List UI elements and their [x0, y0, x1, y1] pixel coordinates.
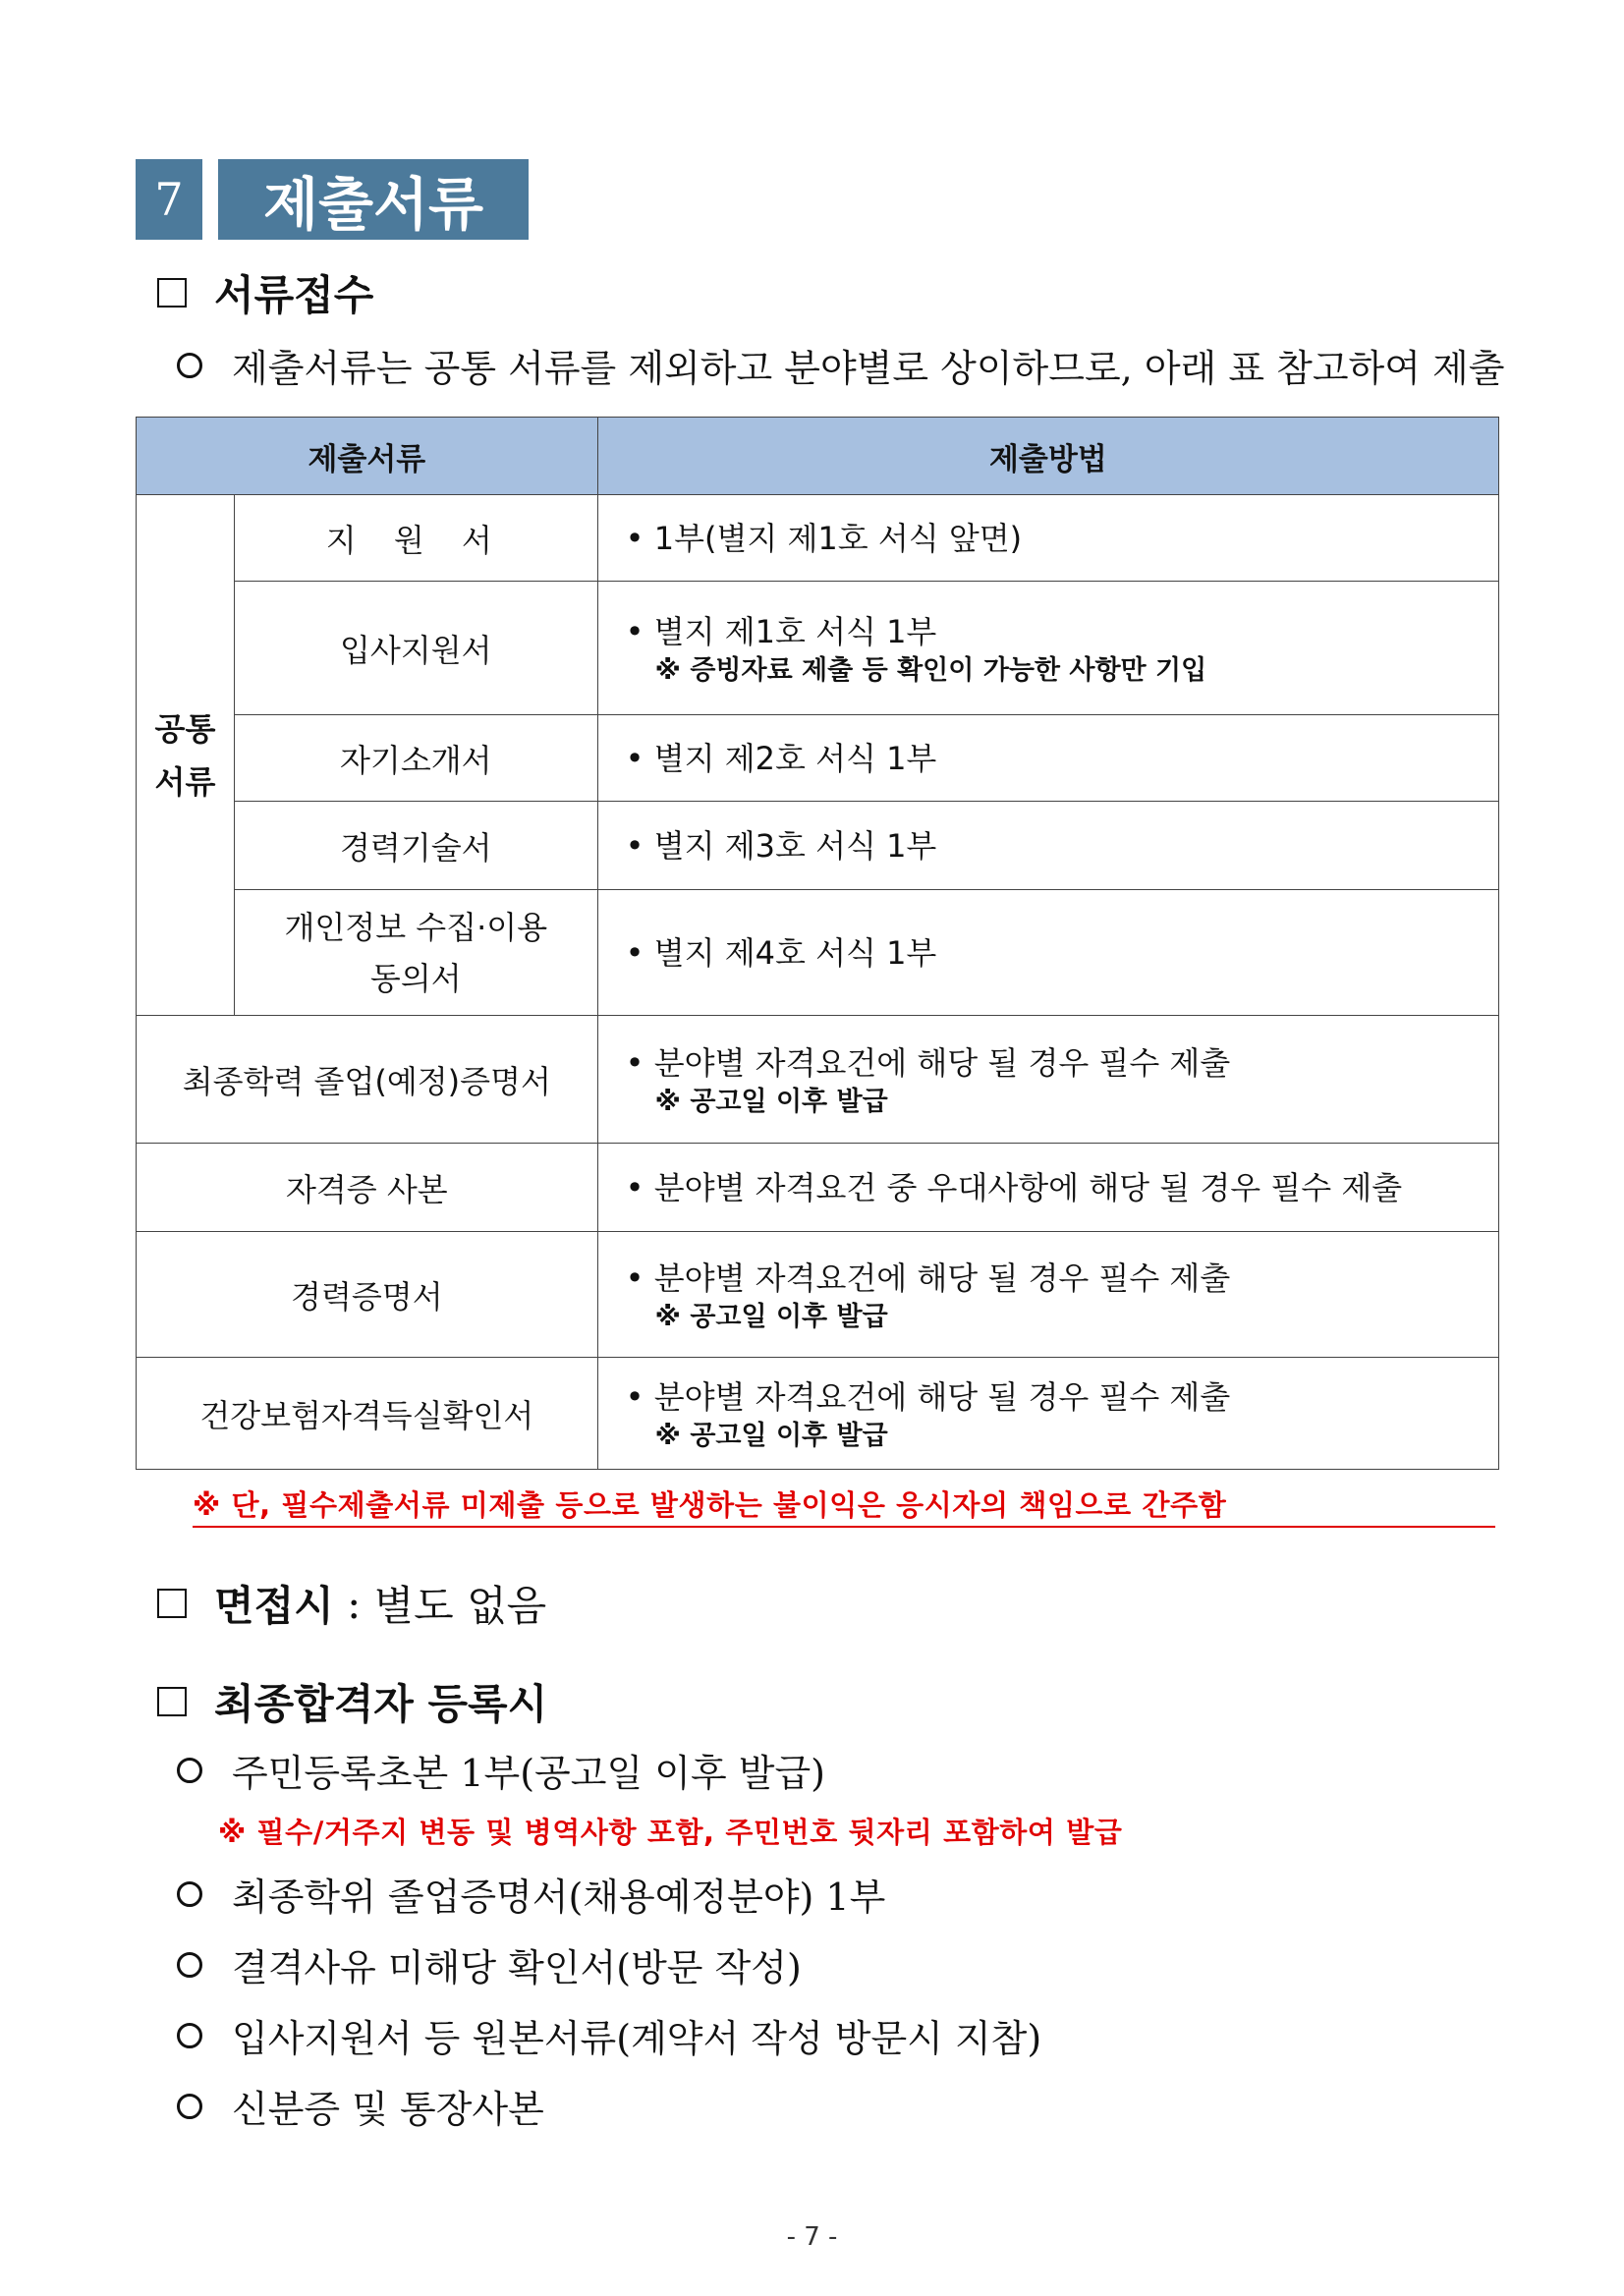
doc-cell: 자기소개서 [234, 715, 597, 802]
table-row [137, 582, 1499, 715]
method-cell: • 별지 제2호 서식 1부 [597, 715, 1498, 802]
method-note: ※ 공고일 이후 발급 [654, 1301, 888, 1332]
table-header-row [137, 418, 1499, 495]
method-cell: • 1부(별지 제1호 서식 앞면) [597, 495, 1498, 582]
section-title: 제출서류 [218, 159, 529, 240]
table-row [137, 1016, 1499, 1144]
method-note: ※ 공고일 이후 발급 [654, 1086, 888, 1117]
doc-cell: 자격증 사본 [137, 1144, 598, 1232]
doc-cell: 최종학력 졸업(예정)증명서 [137, 1016, 598, 1144]
section-number: 7 [136, 159, 202, 240]
documents-table [136, 417, 1499, 1470]
checkbox-square-icon [157, 1589, 187, 1618]
method-cell: • 분야별 자격요건 중 우대사항에 해당 될 경우 필수 제출 [597, 1144, 1498, 1232]
common-category-cell: 공통 서류 [137, 495, 235, 1016]
circle-bullet-icon [177, 2094, 202, 2119]
heading-receipt: 서류접수 [157, 263, 373, 322]
method-cell: • 분야별 자격요건에 해당 될 경우 필수 제출 ※ 공고일 이후 발급 [597, 1016, 1498, 1144]
warning-note: ※ 단, 필수제출서류 미제출 등으로 발생하는 불이익은 응시자의 책임으로 간주함 [193, 1484, 1495, 1528]
doc-cell: 경력증명서 [137, 1232, 598, 1358]
method-note: ※ 공고일 이후 발급 [654, 1420, 888, 1451]
final-note: ※ 필수/거주지 변동 및 병역사항 포함, 주민번호 뒷자리 포함하여 발급 [218, 1816, 1123, 1849]
circle-bullet-icon [177, 1881, 202, 1907]
intro-text: 제출서류는 공통 서류를 제외하고 분야별로 상이하므로, 아래 표 참고하여 제출 [232, 347, 1505, 390]
final-item: 최종학위 졸업증명서(채용예정분야) 1부 [177, 1867, 885, 1921]
method-cell: • 분야별 자격요건에 해당 될 경우 필수 제출 ※ 공고일 이후 발급 [597, 1232, 1498, 1358]
final-item: 결격사유 미해당 확인서(방문 작성) [177, 1937, 802, 1991]
doc-cell: 개인정보 수집·이용 동의서 [234, 890, 597, 1016]
method-cell: • 별지 제1호 서식 1부 ※ 증빙자료 제출 등 확인이 가능한 사항만 기입 [597, 582, 1498, 715]
circle-bullet-icon [177, 1952, 202, 1978]
page-number: - 7 - [786, 2222, 838, 2252]
table-row [137, 715, 1499, 802]
doc-cell: 입사지원서 [234, 582, 597, 715]
method-cell: • 분야별 자격요건에 해당 될 경우 필수 제출 ※ 공고일 이후 발급 [597, 1358, 1498, 1470]
table-row [137, 1232, 1499, 1358]
circle-bullet-icon [177, 1758, 202, 1783]
heading-final: 최종합격자 등록시 [157, 1672, 547, 1731]
final-item: 입사지원서 등 원본서류(계약서 작성 방문시 지참) [177, 2008, 1041, 2062]
table-row [137, 802, 1499, 890]
checkbox-square-icon [157, 1687, 187, 1716]
table-row [137, 1144, 1499, 1232]
table-row [137, 1358, 1499, 1470]
section-header [136, 159, 529, 240]
table-row [137, 890, 1499, 1016]
header-documents: 제출서류 [137, 418, 598, 495]
circle-bullet-icon [177, 2023, 202, 2048]
checkbox-square-icon [157, 278, 187, 308]
header-method: 제출방법 [597, 418, 1498, 495]
doc-cell: 건강보험자격득실확인서 [137, 1358, 598, 1470]
method-note: ※ 증빙자료 제출 등 확인이 가능한 사항만 기입 [654, 654, 1207, 686]
heading-interview: 면접시 : 별도 없음 [157, 1574, 546, 1633]
doc-cell: 경력기술서 [234, 802, 597, 890]
method-cell: • 별지 제3호 서식 1부 [597, 802, 1498, 890]
final-item: 주민등록초본 1부(공고일 이후 발급) [177, 1743, 825, 1797]
final-item: 신분증 및 통장사본 [177, 2079, 544, 2133]
circle-bullet-icon [177, 353, 202, 378]
method-cell: • 별지 제4호 서식 1부 [597, 890, 1498, 1016]
doc-cell: 지 원 서 [234, 495, 597, 582]
intro-line [177, 338, 1504, 392]
table-row [137, 495, 1499, 582]
